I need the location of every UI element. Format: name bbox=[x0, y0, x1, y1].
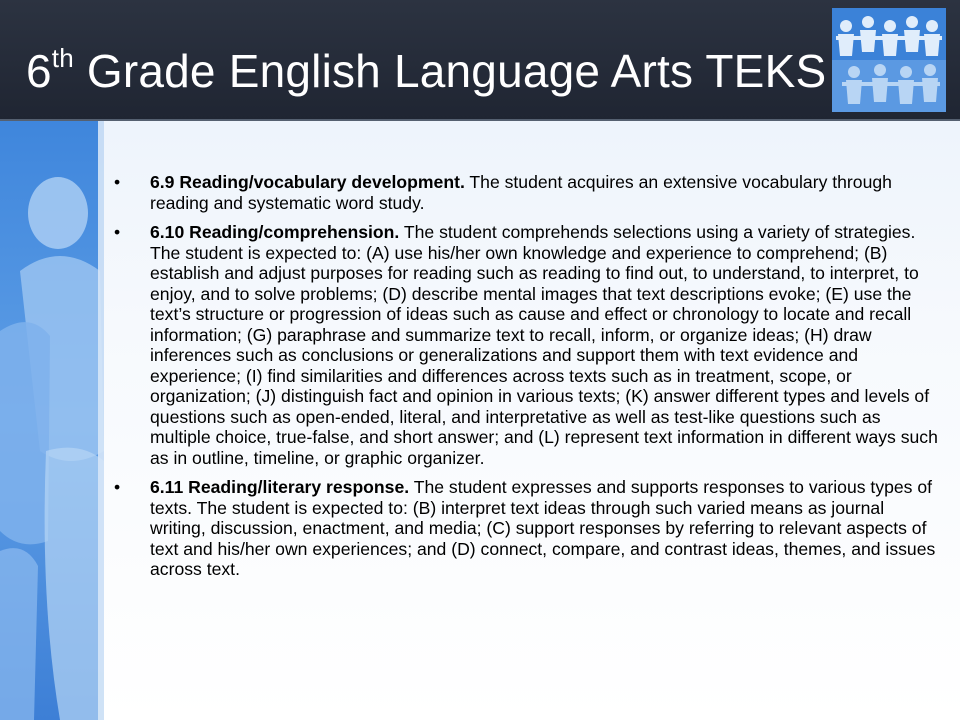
bullet-item bbox=[112, 222, 942, 468]
bullet-marker: • bbox=[114, 477, 121, 497]
bullet-item bbox=[112, 477, 942, 580]
bullet-text: The student expresses and supports responses to various types of texts. The student is expected to: (B) interpret text ideas through such varied means as journal writing, discussion, enactment, and media; (C) support responses by referring to relevant aspects of text and his/her own experiences; and (D) connect, compare, and contrast ideas, themes, and issues across text. bbox=[150, 477, 936, 579]
bullet-text: The student acquires an extensive vocabulary through reading and systematic word study. bbox=[150, 172, 892, 213]
slide-title bbox=[26, 44, 826, 98]
bullet-marker: • bbox=[114, 172, 121, 192]
bullet-heading: 6.11 Reading/literary response. bbox=[150, 477, 410, 497]
bullet-text: The student comprehends selections using a variety of strategies. The student is expected to: (A) use his/her own knowledge and experience to comprehend; (B) establish and adjust purposes for reading such as reading to find out, to understand, to interpret, to enjoy, and to solve problems; (D) describe mental images that text descriptions evoke; (E) use the text’s structure or progression of ideas such as cause and effect or chronology to locate and recall information; (G) paraphrase and summarize text to recall, inform, or organize ideas; (H) draw inferences such as conclusions or generalizations and support them with text evidence and experience; (I) find similarities and differences across texts such as in treatment, scope, or organization; (J) distinguish fact and opinion in various texts; (K) answer different types and levels of questions such as open-ended, literal, and interpretative as well as test-like questions such as multiple choice, true-false, and short answer; and (L) represent text information in different ways such as in outline, timeline, or graphic organizer. bbox=[150, 222, 938, 468]
bullet-marker: • bbox=[114, 222, 121, 242]
title-bar bbox=[0, 0, 960, 121]
paper-dolls-graphic bbox=[832, 8, 946, 112]
bullet-heading: 6.10 Reading/comprehension. bbox=[150, 222, 400, 242]
title-text: Grade English Language Arts TEKS bbox=[73, 45, 827, 97]
bullet-item bbox=[112, 172, 942, 213]
title-number: 6 bbox=[26, 45, 52, 97]
bullet-heading: 6.9 Reading/vocabulary development. bbox=[150, 172, 465, 192]
side-figures-graphic bbox=[0, 121, 104, 720]
bullet-list bbox=[112, 172, 942, 589]
title-superscript: th bbox=[51, 43, 74, 73]
